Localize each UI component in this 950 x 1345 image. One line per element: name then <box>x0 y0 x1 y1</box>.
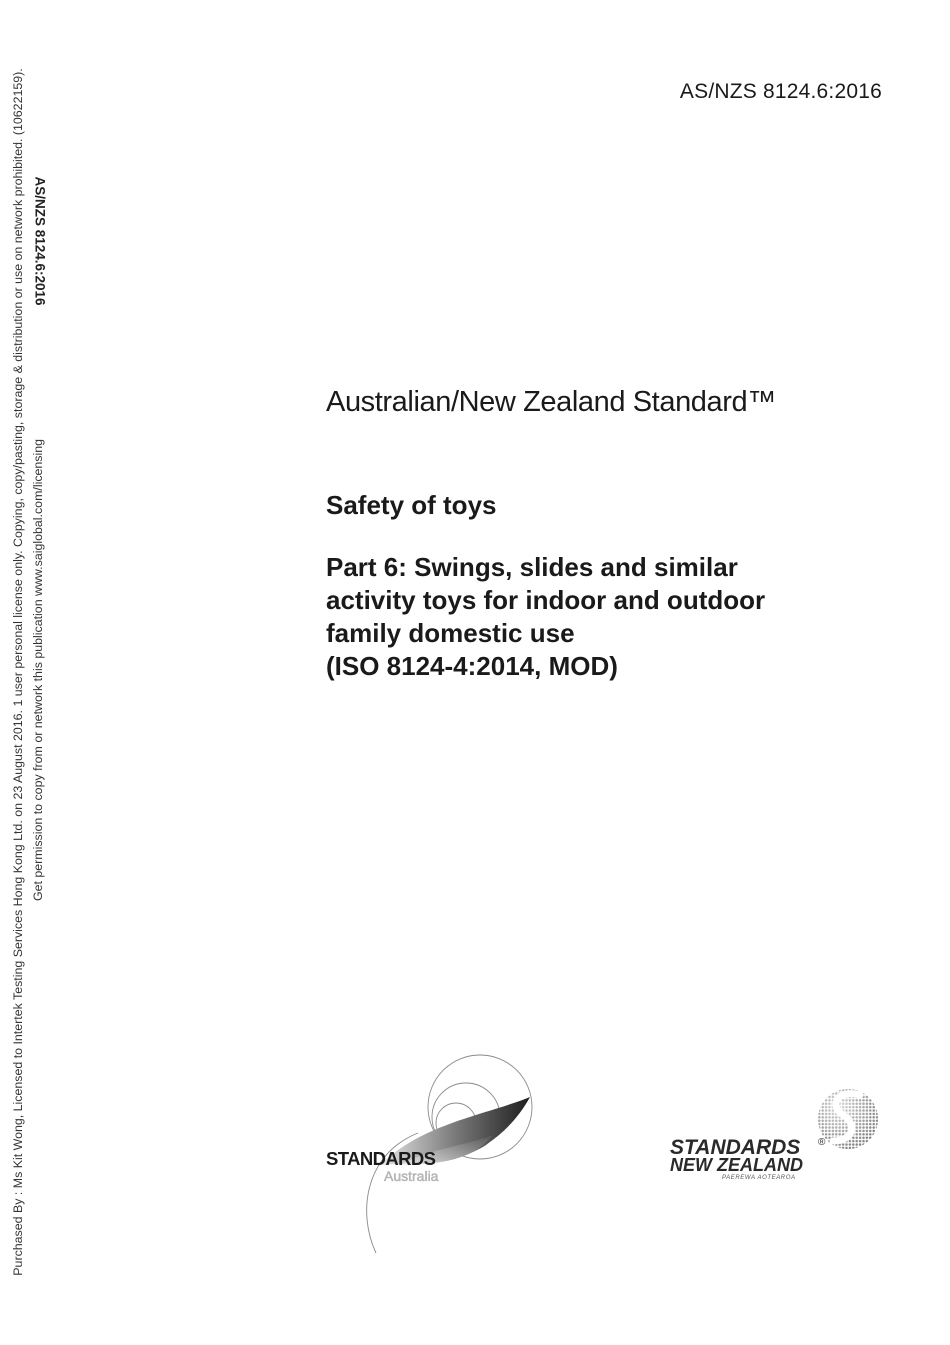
nz-logo-word1: STANDARDS <box>670 1136 801 1159</box>
standards-australia-logo <box>318 1045 548 1260</box>
subtitle-line: family domestic use <box>326 618 575 648</box>
dotted-globe-icon <box>818 1089 878 1149</box>
document-title: Safety of toys <box>326 490 497 520</box>
subtitle-line: Part 6: Swings, slides and similar <box>326 552 738 582</box>
registered-mark: ® <box>818 1137 826 1148</box>
standards-new-zealand-logo <box>668 1085 890 1185</box>
document-subtitle <box>326 551 886 683</box>
subtitle-line: (ISO 8124-4:2014, MOD) <box>326 651 618 681</box>
vertical-permission-notice: Get permission to copy from or network this publication www.saiglobal.com/licensing <box>31 438 45 902</box>
document-number: AS/NZS 8124.6:2016 <box>679 80 882 103</box>
sa-logo-word1: STANDARDS <box>326 1148 436 1169</box>
standard-type-heading: Australian/New Zealand Standard™ <box>326 386 776 418</box>
vertical-doc-code: AS/NZS 8124.6:2016 <box>32 176 48 306</box>
subtitle-line: activity toys for indoor and outdoor <box>326 585 766 615</box>
vertical-purchase-notice: Purchased By : Ms Kit Wong, Licensed to Intertek Testing Services Hong Kong Ltd. on 23 August 2016. 1 user personal license only. Copying, copy/pasting, storage & distribution or use on network prohibited. (10622159). <box>11 68 25 1276</box>
nz-logo-word2: NEW ZEALAND <box>670 1155 803 1175</box>
sa-logo-word2: Australia <box>384 1168 439 1184</box>
nz-logo-tagline: PAEREWA AOTEAROA <box>722 1175 796 1181</box>
